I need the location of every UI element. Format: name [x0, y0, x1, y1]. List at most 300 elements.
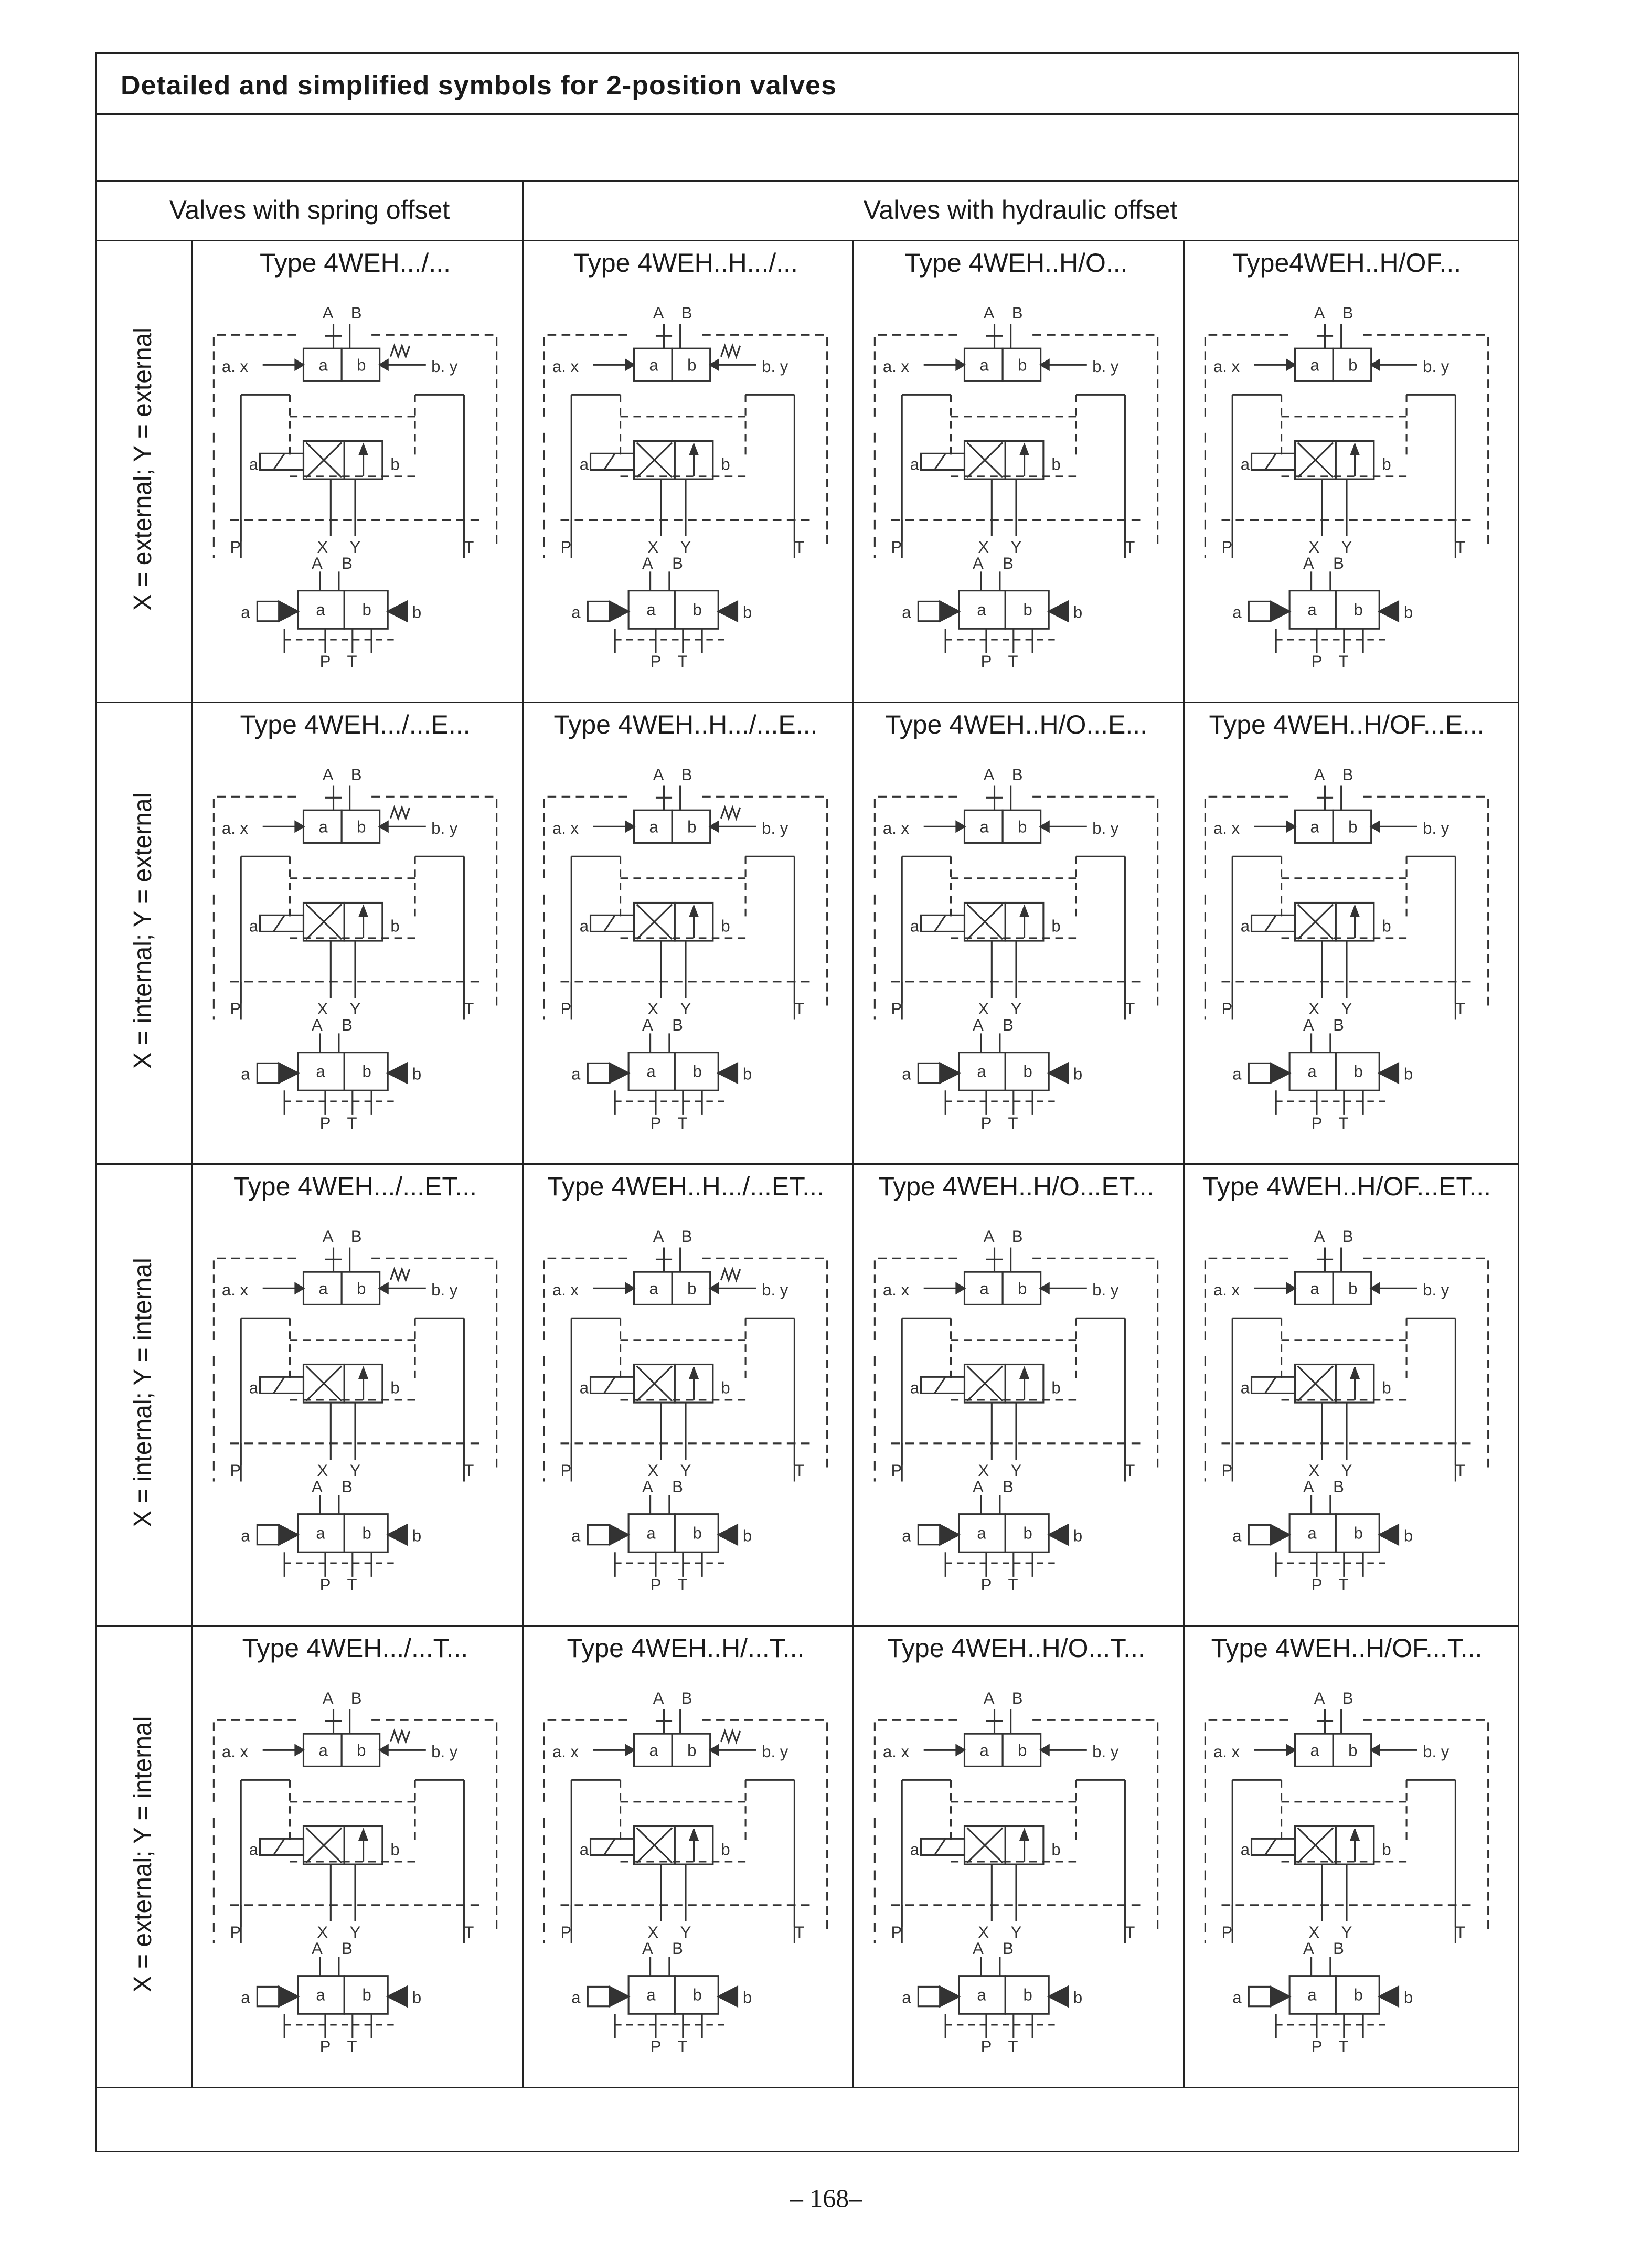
symbol-label: P [319, 1113, 331, 1132]
symbol-label: b [412, 1988, 422, 2007]
symbol-label: a [571, 1988, 581, 2007]
valve-type-label: Type4WEH..H/OF... [1232, 248, 1462, 278]
symbol-label: A [1303, 1016, 1314, 1035]
symbol-label: A [1303, 554, 1314, 573]
symbol-label: B [1003, 554, 1014, 573]
symbol-label: P [650, 2037, 662, 2056]
symbol-label: X [647, 1923, 659, 1942]
symbol-label: b [1403, 603, 1413, 622]
symbol-label: P [980, 1113, 992, 1132]
symbol-label: a [1307, 1062, 1317, 1081]
symbol-label: A [1314, 1227, 1325, 1246]
symbol-label: b. y [1092, 1280, 1119, 1299]
symbol-label: A [322, 766, 334, 784]
symbol-label: b [721, 1840, 730, 1859]
symbol-label: P [1221, 1923, 1233, 1942]
symbol-label: b [390, 1378, 400, 1397]
symbol-label: A [1314, 304, 1325, 323]
symbol-label: T [1125, 1000, 1135, 1018]
symbol-label: b [412, 603, 422, 622]
symbol-label: X [317, 1923, 328, 1942]
valve-symbol-diagram [869, 1676, 1163, 2080]
symbol-label: b [721, 455, 730, 474]
symbol-label: a [649, 817, 658, 836]
symbol-label: b [412, 1526, 422, 1545]
symbol-label: T [1008, 652, 1018, 671]
valve-cell [190, 1623, 520, 2085]
symbol-label: a [579, 455, 589, 474]
symbol-label: b. y [762, 357, 788, 376]
symbol-label: A [983, 766, 995, 784]
symbol-label: b [721, 917, 730, 936]
valve-type-label: Type 4WEH.../...T... [242, 1633, 468, 1663]
symbol-label: b [390, 1840, 400, 1859]
symbol-label: b. y [431, 819, 458, 837]
valve-cell [1181, 1623, 1512, 2085]
symbol-label: b [1073, 1065, 1083, 1084]
symbol-label: a. x [552, 1280, 579, 1299]
symbol-label: b [1051, 455, 1061, 474]
symbol-label: A [983, 1689, 995, 1708]
symbol-label: b [390, 917, 400, 936]
symbol-label: a. x [882, 1280, 910, 1299]
symbol-label: B [350, 1227, 362, 1246]
symbol-label: A [312, 1939, 323, 1958]
symbol-label: P [1311, 1113, 1323, 1132]
symbol-label: b [1348, 817, 1358, 836]
symbol-label: a. x [882, 819, 910, 837]
symbol-label: a [902, 603, 911, 622]
symbol-label: b [357, 356, 366, 375]
symbol-label: b. y [1423, 1280, 1450, 1299]
symbol-label: Y [680, 1461, 691, 1480]
symbol-label: b [721, 1378, 730, 1397]
symbol-label: a [902, 1065, 911, 1084]
symbol-label: X [978, 538, 989, 557]
symbol-label: T [794, 1923, 805, 1942]
symbol-label: a [318, 356, 328, 375]
valve-cell [1181, 1162, 1512, 1623]
spring-icon [721, 346, 740, 357]
symbol-label: b. y [762, 819, 788, 837]
symbol-label: P [230, 1923, 241, 1942]
symbol-label: a. x [552, 357, 579, 376]
symbol-label: P [891, 1000, 902, 1018]
symbol-label: X [1308, 1923, 1320, 1942]
symbol-label: B [672, 1478, 683, 1496]
symbol-label: X [978, 1923, 989, 1942]
symbol-label: P [1311, 1575, 1323, 1594]
symbol-label: Y [680, 538, 691, 557]
symbol-label: b [1023, 1062, 1032, 1081]
valve-symbol-diagram [208, 752, 502, 1156]
valve-symbol-diagram [1200, 291, 1494, 695]
symbol-label: a [241, 1988, 250, 2007]
symbol-label: a [1240, 1378, 1250, 1397]
valve-symbol-diagram [208, 291, 502, 695]
symbol-label: Y [1341, 538, 1352, 557]
symbol-label: B [1342, 766, 1353, 784]
symbol-label: B [1003, 1016, 1014, 1035]
symbol-label: a [571, 1526, 581, 1545]
symbol-label: a. x [552, 1742, 579, 1761]
valve-cell [851, 1623, 1181, 2085]
symbol-label: b [1353, 1985, 1363, 2004]
symbol-label: X [978, 1000, 989, 1018]
symbol-label: T [1125, 1923, 1135, 1942]
symbol-label: P [1221, 538, 1233, 557]
valve-type-label: Type 4WEH.../...ET... [233, 1172, 477, 1201]
symbol-label: a [977, 1985, 986, 2004]
valve-type-label: Type 4WEH.../... [260, 248, 451, 278]
symbol-label: A [653, 304, 664, 323]
symbol-label: b. y [762, 1280, 788, 1299]
symbol-label: P [1311, 2037, 1323, 2056]
symbol-label: a [241, 1526, 250, 1545]
symbol-label: T [464, 1923, 474, 1942]
symbol-label: Y [1010, 538, 1022, 557]
symbol-label: B [1333, 1478, 1344, 1496]
symbol-label: a. x [882, 357, 910, 376]
valve-type-label: Type 4WEH..H.../...E... [553, 710, 818, 739]
symbol-label: T [794, 1000, 805, 1018]
symbol-label: T [347, 1575, 357, 1594]
symbol-label: a [979, 356, 989, 375]
symbol-label: A [983, 304, 995, 323]
symbol-label: a [910, 917, 920, 936]
symbol-label: a [1307, 1524, 1317, 1543]
symbol-label: a [249, 1378, 259, 1397]
symbol-label: b [1403, 1988, 1413, 2007]
symbol-label: A [653, 1227, 664, 1246]
symbol-label: b [742, 603, 752, 622]
spring-icon [390, 1731, 409, 1742]
valve-type-label: Type 4WEH..H/OF...E... [1209, 710, 1485, 739]
symbol-label: b [692, 1062, 702, 1081]
symbol-label: b [357, 1279, 366, 1298]
symbol-label: T [464, 1461, 474, 1480]
symbol-label: a [316, 600, 325, 619]
symbol-label: a [1232, 1065, 1242, 1084]
symbol-label: a. x [221, 1742, 249, 1761]
symbol-label: a [318, 1741, 328, 1760]
symbol-label: T [1455, 538, 1466, 557]
valve-symbol-diagram [1200, 752, 1494, 1156]
symbol-label: A [973, 1016, 984, 1035]
symbol-label: a [1232, 603, 1242, 622]
symbol-label: T [677, 2037, 688, 2056]
valve-cell [851, 700, 1181, 1162]
symbol-label: b [742, 1988, 752, 2007]
symbol-label: T [347, 652, 357, 671]
symbol-label: Y [1010, 1923, 1022, 1942]
symbol-label: Y [1341, 1000, 1352, 1018]
symbol-label: B [342, 1478, 353, 1496]
symbol-label: a [249, 455, 259, 474]
symbol-label: b [687, 1741, 697, 1760]
valve-cell [520, 700, 851, 1162]
symbol-label: T [464, 538, 474, 557]
symbol-label: B [1333, 554, 1344, 573]
symbol-label: b [742, 1065, 752, 1084]
symbol-label: P [650, 1113, 662, 1132]
symbol-label: a [316, 1524, 325, 1543]
symbol-label: b [362, 600, 371, 619]
symbol-label: P [560, 1461, 572, 1480]
symbol-label: X [317, 538, 328, 557]
symbol-label: A [322, 304, 334, 323]
symbol-label: b [1353, 600, 1363, 619]
symbol-label: T [1455, 1461, 1466, 1480]
symbol-label: B [1342, 1227, 1353, 1246]
page-number: – 168– [790, 2183, 862, 2213]
symbol-label: b [1382, 455, 1391, 474]
symbol-label: a [1240, 1840, 1250, 1859]
symbol-label: B [342, 1016, 353, 1035]
symbol-label: a [910, 455, 920, 474]
symbol-label: a [910, 1378, 920, 1397]
symbol-label: b [687, 356, 697, 375]
symbol-label: P [1221, 1000, 1233, 1018]
symbol-label: P [891, 1461, 902, 1480]
symbol-label: T [677, 1575, 688, 1594]
symbol-label: b [1023, 600, 1032, 619]
symbol-label: P [230, 1000, 241, 1018]
symbol-label: B [681, 1689, 692, 1708]
symbol-label: P [650, 652, 662, 671]
symbol-label: b [390, 455, 400, 474]
symbol-label: b [687, 1279, 697, 1298]
symbol-label: T [1008, 1575, 1018, 1594]
symbol-label: A [653, 1689, 664, 1708]
symbol-label: b [1018, 817, 1027, 836]
symbol-label: B [672, 1939, 683, 1958]
symbol-label: b [1073, 1988, 1083, 2007]
symbol-label: P [980, 1575, 992, 1594]
symbol-label: A [1314, 1689, 1325, 1708]
symbol-label: b [1023, 1524, 1032, 1543]
symbol-label: Y [1341, 1923, 1352, 1942]
symbol-label: b [692, 600, 702, 619]
symbol-label: a [249, 917, 259, 936]
page-title: Detailed and simplified symbols for 2-position valves [121, 70, 837, 101]
symbol-label: T [1125, 538, 1135, 557]
symbol-label: b [357, 1741, 366, 1760]
row-label: X = external; Y = internal [129, 1716, 157, 1993]
symbol-label: T [794, 538, 805, 557]
divider [97, 2087, 1518, 2088]
symbol-label: a [249, 1840, 259, 1859]
valve-cell [851, 238, 1181, 700]
symbol-label: Y [680, 1923, 691, 1942]
symbol-label: a [1240, 455, 1250, 474]
symbol-label: A [973, 1478, 984, 1496]
symbol-label: b [1073, 1526, 1083, 1545]
valve-cell [520, 1623, 851, 2085]
symbol-label: a [902, 1988, 911, 2007]
symbol-label: A [983, 1227, 995, 1246]
symbol-label: a. x [1213, 357, 1240, 376]
symbol-label: Y [349, 538, 361, 557]
spring-icon [721, 808, 740, 819]
symbol-label: A [1303, 1939, 1314, 1958]
symbol-label: b [1023, 1985, 1032, 2004]
symbol-label: B [672, 1016, 683, 1035]
symbol-label: b [692, 1985, 702, 2004]
valve-cell [1181, 238, 1512, 700]
symbol-label: b [1382, 1840, 1391, 1859]
symbol-label: b [362, 1062, 371, 1081]
valve-cell [520, 238, 851, 700]
symbol-label: B [350, 766, 362, 784]
symbol-label: A [312, 1478, 323, 1496]
symbol-label: a [1240, 917, 1250, 936]
symbol-label: A [322, 1689, 334, 1708]
symbol-label: a [318, 817, 328, 836]
symbol-label: X [317, 1461, 328, 1480]
symbol-label: T [1338, 2037, 1349, 2056]
valve-type-label: Type 4WEH..H.../... [573, 248, 798, 278]
symbol-label: P [319, 1575, 331, 1594]
symbol-label: b [1353, 1524, 1363, 1543]
symbol-label: B [681, 766, 692, 784]
symbol-label: B [1011, 1227, 1023, 1246]
symbol-label: X [1308, 538, 1320, 557]
symbol-label: b [1382, 1378, 1391, 1397]
symbol-label: A [642, 1478, 653, 1496]
symbol-label: b [1348, 1279, 1358, 1298]
symbol-label: B [672, 554, 683, 573]
symbol-label: b [1403, 1065, 1413, 1084]
symbol-label: b. y [1423, 357, 1450, 376]
valve-type-label: Type 4WEH..H/OF...ET... [1202, 1172, 1491, 1201]
spring-icon [721, 1269, 740, 1280]
spring-icon [390, 1269, 409, 1280]
valve-cell [520, 1162, 851, 1623]
symbol-label: T [464, 1000, 474, 1018]
symbol-label: A [312, 554, 323, 573]
symbol-label: Y [1341, 1461, 1352, 1480]
symbol-label: a. x [1213, 1742, 1240, 1761]
symbol-label: b [1348, 356, 1358, 375]
symbol-label: a [979, 1741, 989, 1760]
valve-type-label: Type 4WEH..H/O... [904, 248, 1128, 278]
symbol-label: a [1310, 1741, 1319, 1760]
symbol-label: a [316, 1062, 325, 1081]
symbol-label: a [241, 1065, 250, 1084]
symbol-label: B [1342, 304, 1353, 323]
symbol-label: A [973, 1939, 984, 1958]
row-label: X = external; Y = external [129, 327, 157, 611]
symbol-label: a [579, 1378, 589, 1397]
symbol-label: b [1051, 1378, 1061, 1397]
symbol-label: Y [349, 1923, 361, 1942]
symbol-label: b [1403, 1526, 1413, 1545]
symbol-label: a [1232, 1526, 1242, 1545]
symbol-label: A [312, 1016, 323, 1035]
symbol-label: b. y [431, 1280, 458, 1299]
symbol-label: a. x [221, 357, 249, 376]
symbol-label: b [362, 1985, 371, 2004]
valve-symbol-diagram [208, 1214, 502, 1618]
symbol-label: A [642, 554, 653, 573]
symbol-label: a [1310, 356, 1319, 375]
symbol-label: Y [680, 1000, 691, 1018]
symbol-label: B [1011, 766, 1023, 784]
symbol-label: b [1018, 1279, 1027, 1298]
symbol-label: X [1308, 1000, 1320, 1018]
symbol-label: a [1310, 1279, 1319, 1298]
valve-type-label: Type 4WEH..H.../...ET... [547, 1172, 824, 1201]
symbol-label: a. x [882, 1742, 910, 1761]
symbol-label: P [319, 2037, 331, 2056]
symbol-label: T [1338, 1113, 1349, 1132]
spring-icon [721, 1731, 740, 1742]
symbol-label: X [1308, 1461, 1320, 1480]
symbol-label: b. y [431, 1742, 458, 1761]
symbol-label: b [687, 817, 697, 836]
symbol-label: a [241, 603, 250, 622]
symbol-label: B [1003, 1939, 1014, 1958]
symbol-label: P [560, 1000, 572, 1018]
valve-symbol-diagram [539, 1676, 833, 2080]
symbol-label: a [646, 1985, 656, 2004]
symbol-label: P [891, 538, 902, 557]
symbol-label: P [230, 538, 241, 557]
symbol-label: b [692, 1524, 702, 1543]
symbol-label: b [1051, 1840, 1061, 1859]
symbol-label: P [1311, 652, 1323, 671]
symbol-label: X [647, 1461, 659, 1480]
symbol-label: a [571, 1065, 581, 1084]
symbol-label: a [1310, 817, 1319, 836]
symbol-label: b. y [1092, 1742, 1119, 1761]
symbol-label: b. y [762, 1742, 788, 1761]
symbol-label: P [980, 2037, 992, 2056]
valve-type-label: Type 4WEH..H/...T... [567, 1633, 805, 1663]
symbol-label: b. y [431, 357, 458, 376]
symbol-label: a [979, 817, 989, 836]
symbol-label: B [1342, 1689, 1353, 1708]
spring-icon [390, 808, 409, 819]
symbol-label: T [347, 1113, 357, 1132]
symbol-label: a [902, 1526, 911, 1545]
valve-type-label: Type 4WEH.../...E... [240, 710, 471, 739]
symbol-label: P [650, 1575, 662, 1594]
row-label: X = internal; Y = external [129, 792, 157, 1069]
symbol-label: b. y [1423, 819, 1450, 837]
symbol-label: P [980, 652, 992, 671]
symbol-label: Y [349, 1461, 361, 1480]
valve-cell [190, 700, 520, 1162]
valve-symbol-diagram [869, 1214, 1163, 1618]
column-header-spring-offset: Valves with spring offset [169, 195, 450, 225]
valve-cell [190, 1162, 520, 1623]
symbol-label: A [1303, 1478, 1314, 1496]
symbol-label: b [1073, 603, 1083, 622]
symbol-label: X [317, 1000, 328, 1018]
symbol-label: P [319, 652, 331, 671]
symbol-label: a [1307, 600, 1317, 619]
symbol-label: a [646, 1062, 656, 1081]
valve-type-label: Type 4WEH..H/O...ET... [878, 1172, 1154, 1201]
symbol-label: a. x [221, 1280, 249, 1299]
symbol-label: T [1455, 1923, 1466, 1942]
symbol-label: T [347, 2037, 357, 2056]
valve-type-label: Type 4WEH..H/OF...T... [1211, 1633, 1483, 1663]
symbol-label: b. y [1092, 357, 1119, 376]
symbol-label: T [794, 1461, 805, 1480]
